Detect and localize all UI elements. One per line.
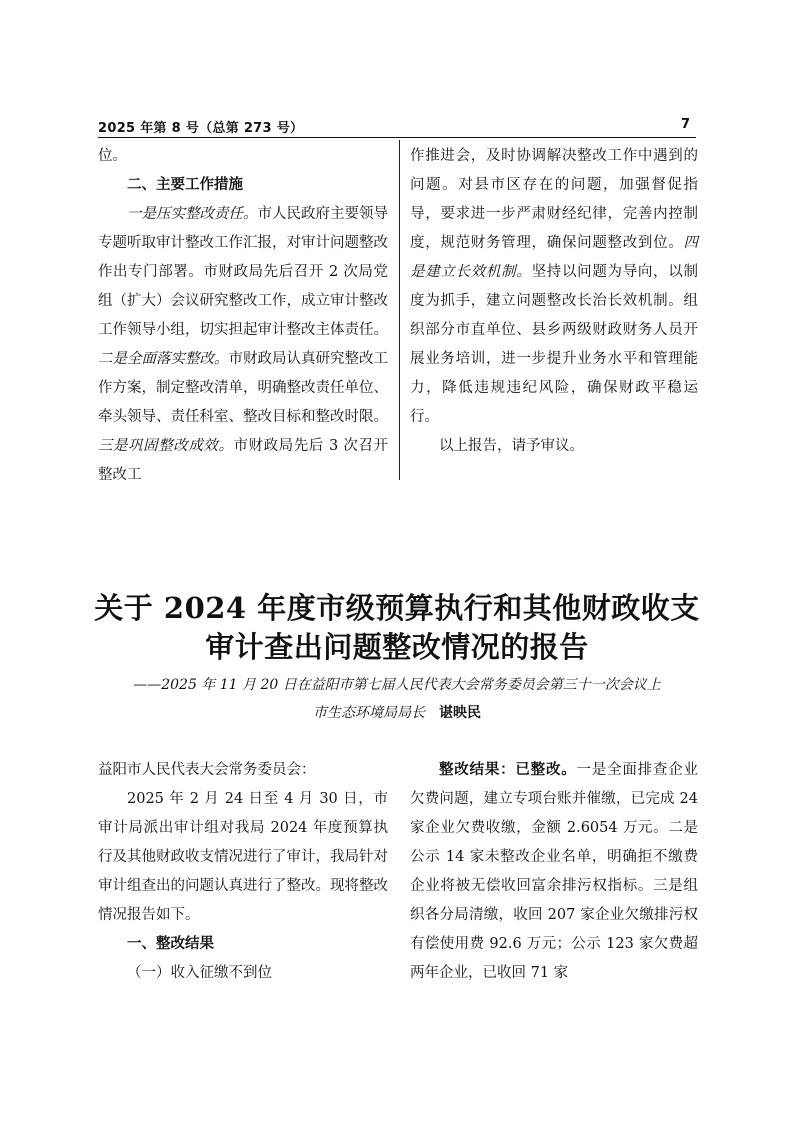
paragraph	[410, 142, 698, 432]
emphasis: 一是压实整改责任。	[127, 206, 258, 222]
salutation: 益阳市人民代表大会常务委员会：	[98, 762, 316, 778]
report-author	[60, 702, 734, 722]
section-heading: 一、整改结果	[127, 936, 214, 952]
result-label: 整改结果：已整改。	[439, 762, 577, 778]
report-right-column	[410, 756, 698, 988]
text: 坚持以问题为导向，以制度为抓手，建立问题整改长治长效机制。组织部分市直单位、县乡两级财政财务人员开展业务培训，进一步提升业务水平和管理能力，降低违规违纪风险，确保财政平稳运行。	[410, 264, 699, 425]
emphasis: 三是巩固整改成效。	[98, 438, 234, 454]
text: 市财政局认真研究整改工作方案，制定整改清单，明确整改责任单位、牵头领导、责任科室、整改目标和整改时限。	[98, 351, 388, 425]
text: 市人民政府主要领导专题听取审计整改工作汇报，对审计问题整改作出专门部署。市财政局先后召开 2 次局党组（扩大）会议研究整改工作，成立审计整改工作领导小组，切实担起审计整改主体责任。	[98, 206, 388, 338]
paragraph	[98, 200, 388, 490]
author-name: 谌映民	[439, 705, 481, 721]
section1-right-column	[410, 142, 698, 461]
report-title-line-2: 审计查出问题整改情况的报告	[205, 630, 589, 664]
report-title-line-1: 关于 2024 年度市级预算执行和其他财政收支	[94, 591, 700, 625]
text: 市财政局先后 3 次召开整改工	[98, 438, 388, 483]
section-heading: 二、主要工作措施	[127, 177, 243, 193]
intro-paragraph: 2025 年 2 月 24 日至 4 月 30 日，市审计局派出审计组对我局 2024 年度预算执行及其他财政收支情况进行了审计，我局针对审计组查出的问题认真进行了整改。现将整改情况报告如下。	[98, 791, 388, 923]
text: 一是全面排查企业欠费问题，建立专项台账并催缴，已完成 24 家企业欠费收缴，金额 2.6054 万元。二是公示 14 家未整改企业名单，明确拒不缴费企业将被无偿收回富余排污权指标。三是组织各分局清缴，收回 207 家企业欠缴排污权有偿使用费 92.6 万元；公示 123 家欠费超两年企业，已收回 71 家	[410, 762, 698, 981]
subsection-heading: （一）收入征缴不到位	[127, 965, 272, 981]
report-subtitle: ——2025 年 11 月 20 日在益阳市第七届人民代表大会常务委员会第三十一次会议上	[133, 677, 661, 693]
author-role: 市生态环境局局长	[313, 705, 425, 721]
carry-over-line: 位。	[98, 148, 127, 164]
closing-line: 以上报告，请予审议。	[439, 438, 584, 454]
issue-label: 2025 年第 8 号（总第 273 号）	[98, 121, 304, 136]
paragraph	[410, 756, 698, 988]
page-header	[98, 117, 696, 138]
text: 作推进会，及时协调解决整改工作中遇到的问题。对县市区存在的问题，加强督促指导，要求进一步严肃财经纪律，完善内控制度，规范财务管理，确保问题整改到位。	[410, 148, 698, 251]
emphasis: 二是全面落实整改。	[98, 351, 229, 367]
emphasis: 四是建立长效机制。	[410, 235, 698, 280]
page-number: 7	[680, 117, 690, 132]
report-left-column	[98, 756, 388, 988]
column-divider	[399, 140, 400, 480]
section1-left-column	[98, 142, 388, 490]
